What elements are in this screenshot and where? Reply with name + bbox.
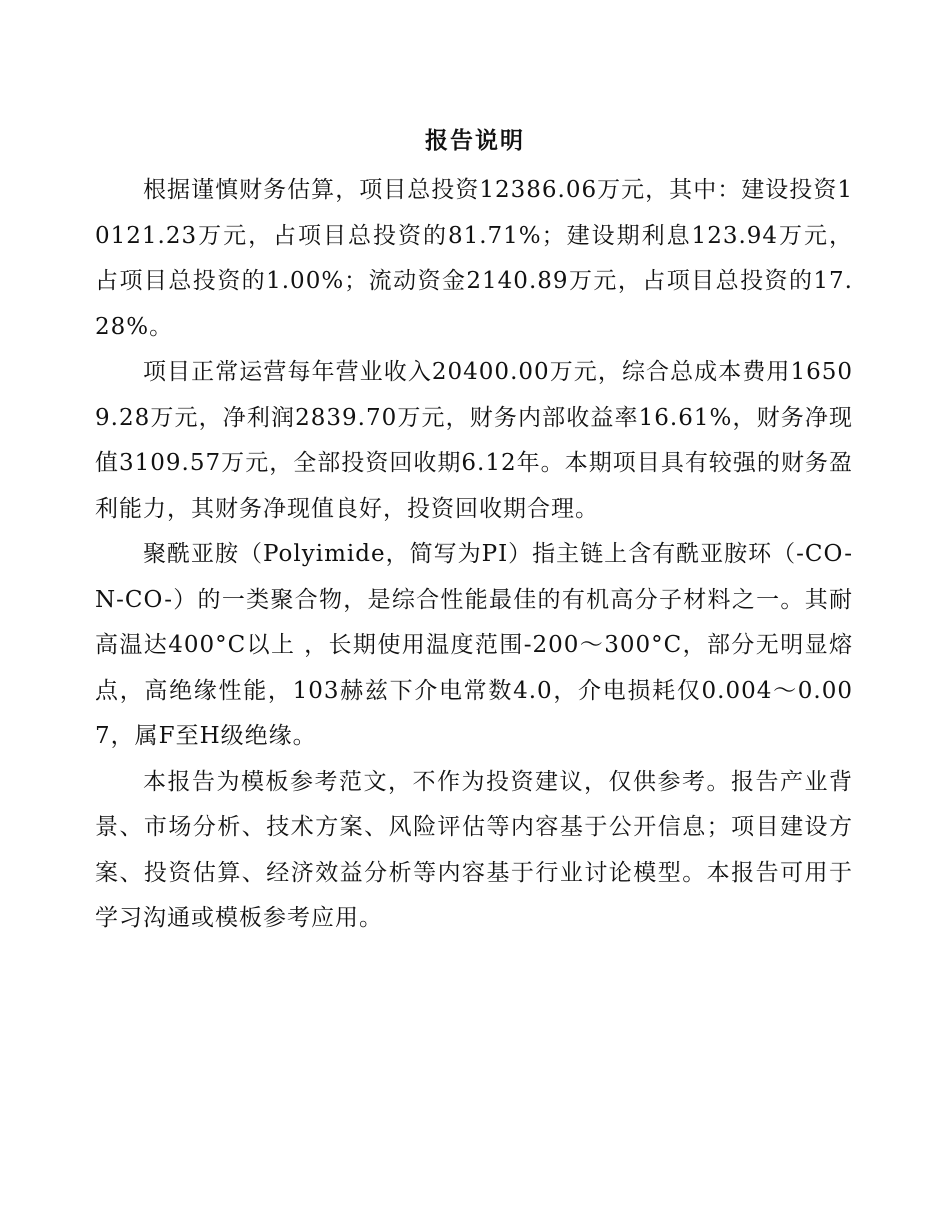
paragraph-polyimide: 聚酰亚胺（Polyimide，简写为PI）指主链上含有酰亚胺环（-CO-N-CO-）的一类聚合物，是综合性能最佳的有机高分子材料之一。其耐高温达400°C以上 ，长期使用温度范围-200～300°C，部分无明显熔点，高绝缘性能，103赫兹下介电常数4.0，介电损耗仅0.004～0.007，属F至H级绝缘。 (95, 541, 853, 749)
document-body (95, 168, 853, 942)
document-title: 报告说明 (425, 127, 525, 154)
paragraph-disclaimer: 本报告为模板参考范文，不作为投资建议，仅供参考。报告产业背景、市场分析、技术方案、风险评估等内容基于公开信息；项目建设方案、投资估算、经济效益分析等内容基于行业讨论模型。本报告可用于学习沟通或模板参考应用。 (95, 768, 853, 931)
paragraph-investment: 根据谨慎财务估算，项目总投资12386.06万元，其中：建设投资10121.23万元，占项目总投资的81.71%；建设期利息123.94万元，占项目总投资的1.00%；流动资金2140.89万元，占项目总投资的17.28%。 (95, 177, 853, 340)
paragraph-financials: 项目正常运营每年营业收入20400.00万元，综合总成本费用16509.28万元，净利润2839.70万元，财务内部收益率16.61%，财务净现值3109.57万元，全部投资回收期6.12年。本期项目具有较强的财务盈利能力，其财务净现值良好，投资回收期合理。 (95, 359, 853, 522)
